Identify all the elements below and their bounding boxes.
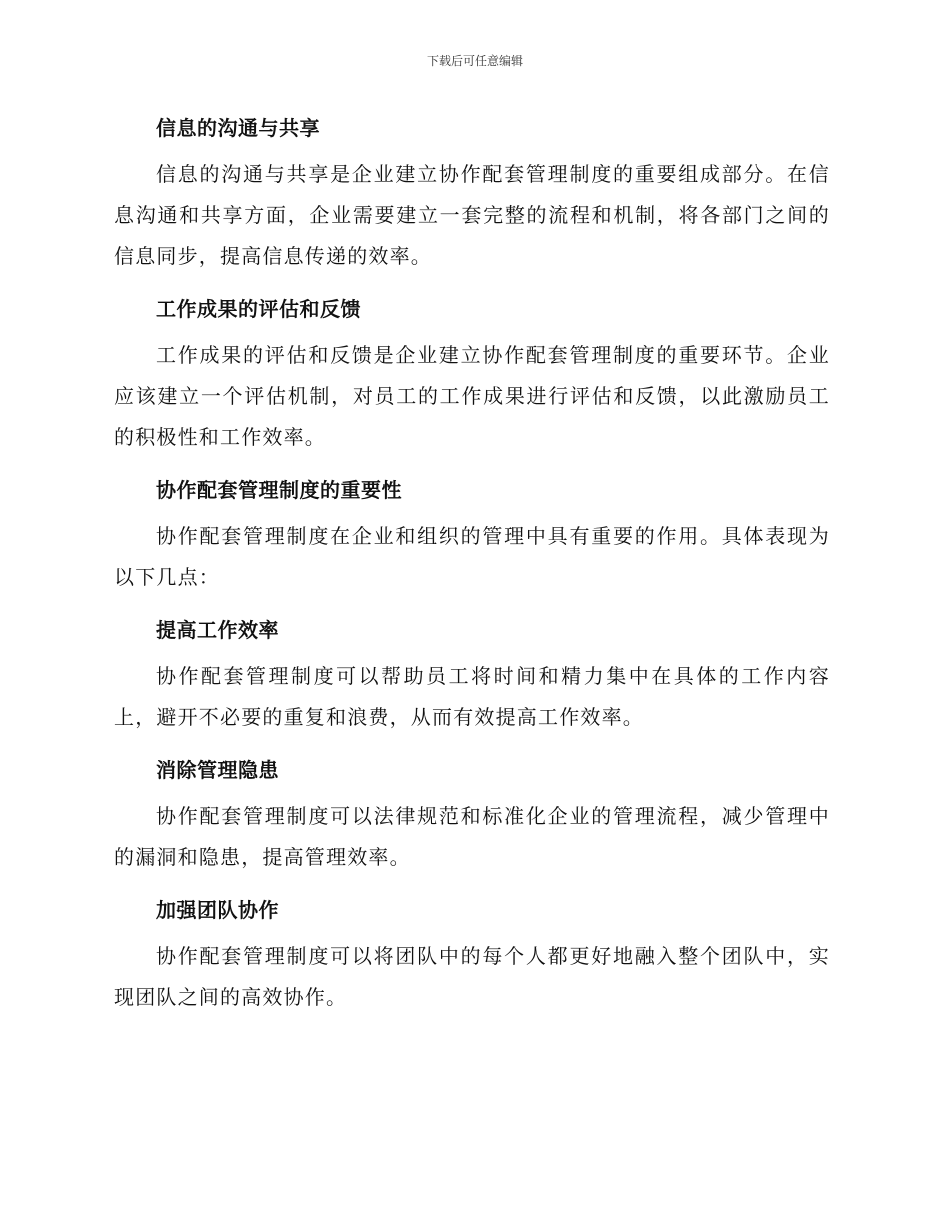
page-header-note: 下载后可任意编辑 bbox=[426, 54, 523, 68]
document-body bbox=[114, 108, 830, 1030]
section-paragraph: 工作成果的评估和反馈是企业建立协作配套管理制度的重要环节。企业应该建立一个评估机制，对员工的工作成果进行评估和反馈，以此激励员工的积极性和工作效率。 bbox=[114, 343, 830, 449]
section-heading: 提高工作效率 bbox=[156, 618, 279, 642]
section-improve-efficiency bbox=[114, 610, 830, 738]
section-importance bbox=[114, 470, 830, 598]
section-heading: 协作配套管理制度的重要性 bbox=[156, 478, 402, 502]
section-paragraph: 协作配套管理制度可以将团队中的每个人都更好地融入整个团队中，实现团队之间的高效协作。 bbox=[114, 944, 830, 1009]
section-paragraph: 协作配套管理制度在企业和组织的管理中具有重要的作用。具体表现为以下几点： bbox=[114, 524, 830, 589]
section-paragraph: 协作配套管理制度可以法律规范和标准化企业的管理流程，减少管理中的漏洞和隐患，提高管理效率。 bbox=[114, 804, 830, 869]
section-heading: 工作成果的评估和反馈 bbox=[156, 297, 361, 321]
section-paragraph: 信息的沟通与共享是企业建立协作配套管理制度的重要组成部分。在信息沟通和共享方面，企业需要建立一套完整的流程和机制，将各部门之间的信息同步，提高信息传递的效率。 bbox=[114, 162, 830, 268]
section-eliminate-risks bbox=[114, 750, 830, 878]
section-heading: 信息的沟通与共享 bbox=[156, 116, 320, 140]
section-work-evaluation bbox=[114, 289, 830, 458]
section-paragraph: 协作配套管理制度可以帮助员工将时间和精力集中在具体的工作内容上，避开不必要的重复和浪费，从而有效提高工作效率。 bbox=[114, 664, 830, 729]
section-heading: 消除管理隐患 bbox=[156, 758, 279, 782]
section-info-communication bbox=[114, 108, 830, 277]
section-heading: 加强团队协作 bbox=[156, 898, 279, 922]
section-team-collaboration bbox=[114, 890, 830, 1018]
